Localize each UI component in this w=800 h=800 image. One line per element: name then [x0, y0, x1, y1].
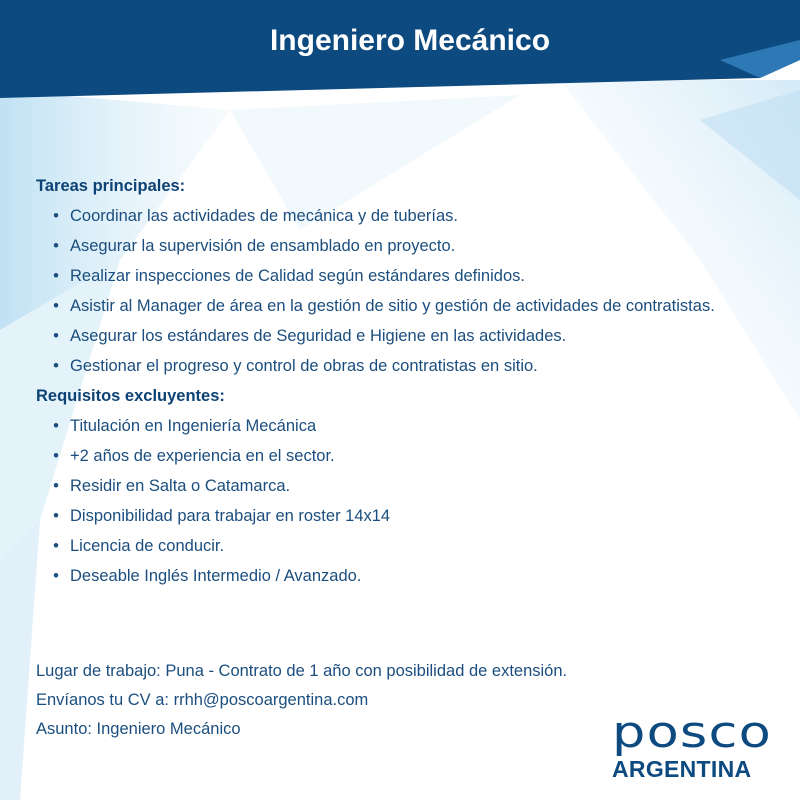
- requirements-heading: Requisitos excluyentes:: [36, 387, 225, 405]
- list-item: • Asegurar los estándares de Seguridad e Higiene en las actividades.: [36, 321, 784, 351]
- bullet-icon: •: [53, 477, 59, 495]
- send-cv-email[interactable]: Envíanos tu CV a: rrhh@poscoargentina.com: [36, 691, 369, 709]
- bullet-icon: •: [53, 447, 59, 465]
- list-item: • Realizar inspecciones de Calidad según estándares definidos.: [36, 261, 784, 291]
- list-item: • Disponibilidad para trabajar en roster 14x14: [36, 501, 784, 531]
- bullet-icon: •: [53, 237, 59, 255]
- work-location: Lugar de trabajo: Puna - Contrato de 1 año con posibilidad de extensión.: [36, 662, 568, 680]
- bullet-icon: •: [53, 267, 59, 285]
- bullet-icon: •: [53, 357, 59, 375]
- bullet-icon: •: [53, 567, 59, 585]
- list-item: • Asegurar la supervisión de ensamblado en proyecto.: [36, 231, 784, 261]
- tasks-heading: Tareas principales:: [36, 177, 186, 195]
- list-item: • Coordinar las actividades de mecánica y de tuberías.: [36, 201, 784, 231]
- page-title: Ingeniero Mecánico: [269, 24, 551, 57]
- bullet-icon: •: [53, 327, 59, 345]
- list-item: • Deseable Inglés Intermedio / Avanzado.: [36, 561, 784, 591]
- bullet-icon: •: [53, 417, 59, 435]
- bullet-icon: •: [53, 297, 59, 315]
- list-item: • Residir en Salta o Catamarca.: [36, 471, 784, 501]
- list-item: • Gestionar el progreso y control de obras de contratistas en sitio.: [36, 351, 784, 381]
- list-item: • Licencia de conducir.: [36, 531, 784, 561]
- contact-info: [36, 657, 567, 744]
- logo-wordmark: posco: [612, 707, 772, 758]
- job-description: [36, 171, 784, 591]
- bullet-icon: •: [53, 537, 59, 555]
- list-item: • +2 años de experiencia en el sector.: [36, 441, 784, 471]
- list-item: • Asistir al Manager de área en la gestión de sitio y gestión de actividades de contratistas.: [36, 291, 784, 321]
- requirements-list: [36, 411, 784, 591]
- email-subject: Asunto: Ingeniero Mecánico: [36, 720, 241, 738]
- tasks-list: [36, 201, 784, 381]
- logo-country: ARGENTINA: [612, 756, 752, 782]
- list-item: • Titulación en Ingeniería Mecánica: [36, 411, 784, 441]
- bullet-icon: •: [53, 507, 59, 525]
- bullet-icon: •: [53, 207, 59, 225]
